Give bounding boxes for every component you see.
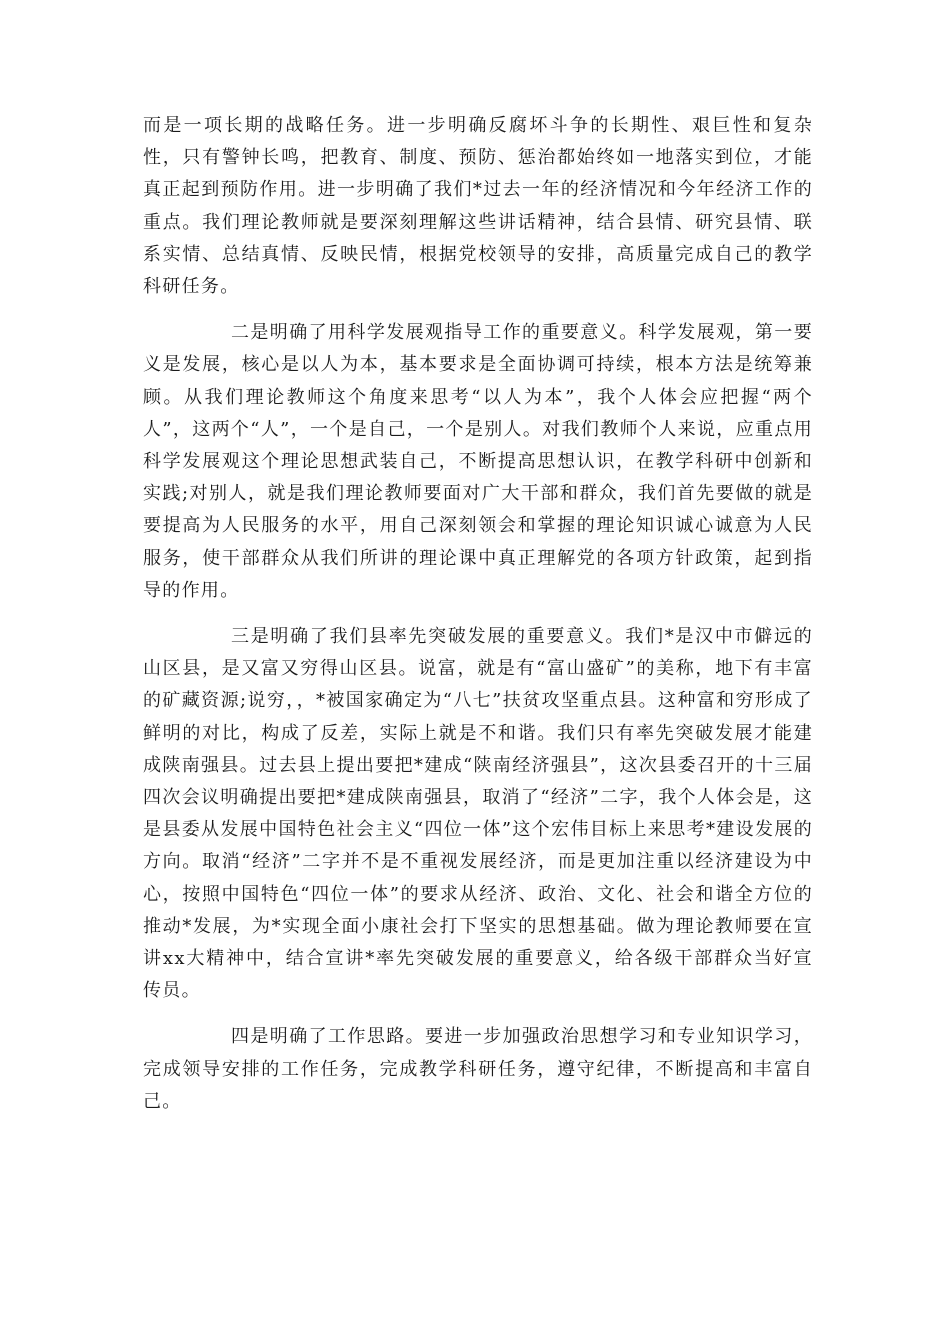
paragraph-point-four: 四是明确了工作思路。要进一步加强政治思想学习和专业知识学习，完成领导安排的工作任务，完成教学科研任务，遵守纪律，不断提高和丰富自己。 — [143, 1026, 813, 1112]
paragraph-continuation: 而是一项长期的战略任务。进一步明确反腐坏斗争的长期性、艰巨性和复杂性，只有警钟长鸣，把教育、制度、预防、惩治都始终如一地落实到位，才能真正起到预防作用。进一步明确了我们*过去一年的经济情况和今年经济工作的重点。我们理论教师就是要深刻理解这些讲话精神，结合县情、研究县情、联系实情、总结真情、反映民情，根据党校领导的安排，高质量完成自己的教学科研任务。 — [143, 115, 813, 298]
document-body — [143, 110, 813, 1118]
paragraph-point-three: 三是明确了我们县率先突破发展的重要意义。我们*是汉中市僻远的山区县，是又富又穷得山区县。说富，就是有“富山盛矿”的美称，地下有丰富的矿藏资源;说穷，，*被国家确定为“八七”扶贫攻坚重点县。这种富和穷形成了鲜明的对比，构成了反差，实际上就是不和谐。我们只有率先突破发展才能建成陕南强县。过去县上提出要把*建成“陕南经济强县”，这次县委召开的十三届四次会议明确提出要把*建成陕南强县，取消了“经济”二字，我个人体会是，这是县委从发展中国特色社会主义“四位一体”这个宏伟目标上来思考*建设发展的方向。取消“经济”二字并不是不重视发展经济，而是更加注重以经济建设为中心，按照中国特色“四位一体”的要求从经济、政治、文化、社会和谐全方位的推动*发展，为*实现全面小康社会打下坚实的思想基础。做为理论教师要在宣讲xx大精神中，结合宣讲*率先突破发展的重要意义，给各级干部群众当好宣传员。 — [143, 626, 813, 1002]
paragraph-point-two: 二是明确了用科学发展观指导工作的重要意义。科学发展观，第一要义是发展，核心是以人为本，基本要求是全面协调可持续，根本方法是统筹兼顾。从我们理论教师这个角度来思考“以人为本”，我个人体会应把握“两个人”，这两个“人”，一个是自己，一个是别人。对我们教师个人来说，应重点用科学发展观这个理论思想武装自己，不断提高思想认识，在教学科研中创新和实践;对别人，就是我们理论教师要面对广大干部和群众，我们首先要做的就是要提高为人民服务的水平，用自己深刻领会和掌握的理论知识诚心诚意为人民服务，使干部群众从我们所讲的理论课中真正理解党的各项方针政策，起到指导的作用。 — [143, 322, 813, 601]
